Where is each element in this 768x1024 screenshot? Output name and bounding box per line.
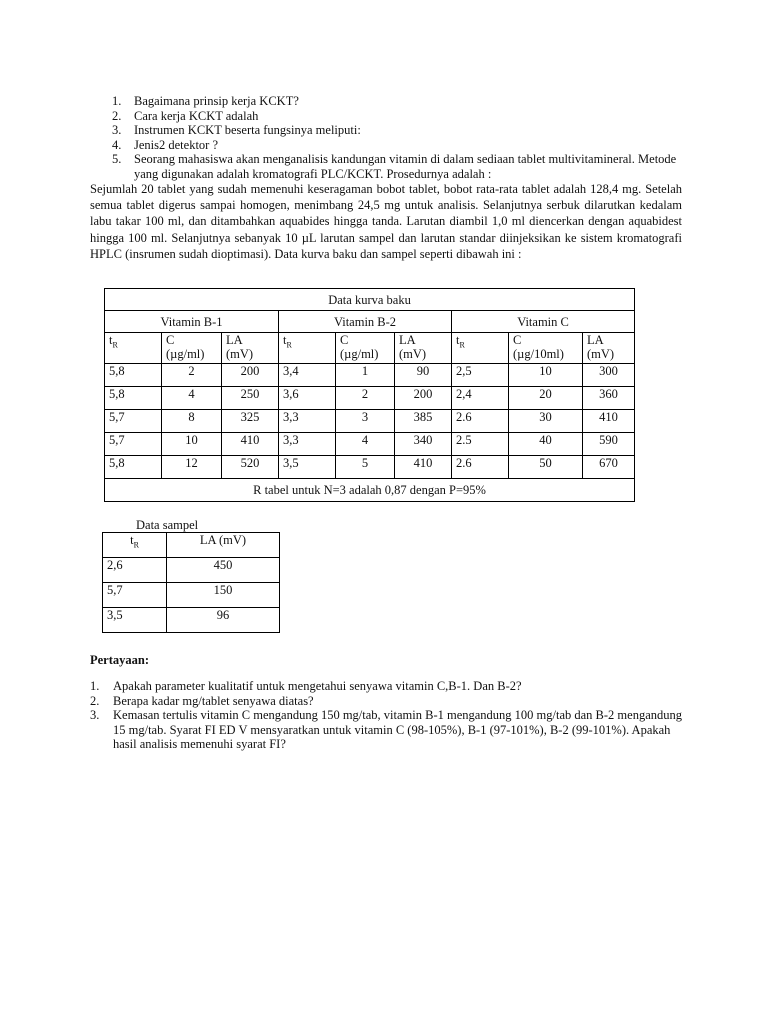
table-cell: 2,4 bbox=[452, 387, 509, 410]
kurva-baku-body bbox=[105, 364, 635, 479]
item-number: 1. bbox=[90, 679, 100, 693]
sampel-title: Data sampel bbox=[136, 518, 199, 532]
group-vitamin-b1: Vitamin B-1 bbox=[105, 311, 279, 333]
table-cell: 2.6 bbox=[452, 410, 509, 433]
table-cell: 200 bbox=[222, 364, 279, 387]
note-row bbox=[105, 479, 635, 502]
header-tr-b2: $t_R$ bbox=[279, 333, 336, 364]
pertanyaan-list bbox=[90, 679, 682, 752]
sampel-body bbox=[103, 558, 280, 633]
table-cell: 5,8 bbox=[105, 456, 162, 479]
header-c-b1: C (µg/ml) bbox=[162, 333, 222, 364]
table-cell: 3,5 bbox=[279, 456, 336, 479]
table-cell: 1 bbox=[336, 364, 395, 387]
item-text: Bagaimana prinsip kerja KCKT? bbox=[134, 94, 299, 108]
kurva-baku-table bbox=[104, 288, 635, 502]
group-vitamin-c: Vitamin C bbox=[452, 311, 635, 333]
item-text: Cara kerja KCKT adalah bbox=[134, 108, 259, 123]
intro-question-item bbox=[112, 109, 682, 124]
table-cell: 3,4 bbox=[279, 364, 336, 387]
table-title-row bbox=[105, 289, 635, 311]
header-c-c: C (µg/10ml) bbox=[509, 333, 583, 364]
header-la-c: LA (mV) bbox=[583, 333, 635, 364]
intro-question-item bbox=[112, 94, 682, 109]
table-cell: 20 bbox=[509, 387, 583, 410]
table-cell: 90 bbox=[395, 364, 452, 387]
table-cell: 12 bbox=[162, 456, 222, 479]
intro-question-item bbox=[112, 138, 682, 153]
pertanyaan-heading: Pertayaan: bbox=[90, 653, 150, 667]
column-header-row bbox=[105, 333, 635, 364]
table-cell: 450 bbox=[167, 558, 280, 583]
intro-question-item bbox=[112, 152, 682, 181]
table-row bbox=[105, 433, 635, 456]
table-cell: 3,6 bbox=[279, 387, 336, 410]
header-tr-b1: $t_R$ bbox=[105, 333, 162, 364]
table-cell: 5,8 bbox=[105, 387, 162, 410]
item-number: 2. bbox=[112, 108, 122, 123]
item-number: 2. bbox=[90, 693, 100, 708]
sampel-header-la: LA (mV) bbox=[167, 533, 280, 558]
table-cell: 10 bbox=[509, 364, 583, 387]
group-header-row bbox=[105, 311, 635, 333]
table-cell: 50 bbox=[509, 456, 583, 479]
table-cell: 3,3 bbox=[279, 410, 336, 433]
table-cell: 670 bbox=[583, 456, 635, 479]
table-cell: 2,5 bbox=[452, 364, 509, 387]
header-la-b1: LA (mV) bbox=[222, 333, 279, 364]
table-cell: 2 bbox=[336, 387, 395, 410]
table-cell: 590 bbox=[583, 433, 635, 456]
table-cell: 3,5 bbox=[103, 608, 167, 633]
intro-question-item bbox=[112, 123, 682, 138]
intro-question-list bbox=[112, 94, 682, 181]
item-number: 3. bbox=[112, 123, 122, 137]
pertanyaan-item bbox=[90, 679, 682, 694]
table-cell: 4 bbox=[336, 433, 395, 456]
item-text: Instrumen KCKT beserta fungsinya meliputi: bbox=[134, 123, 361, 137]
table-cell: 410 bbox=[395, 456, 452, 479]
item-number: 3. bbox=[90, 708, 100, 722]
table-cell: 40 bbox=[509, 433, 583, 456]
item-text: Jenis2 detektor ? bbox=[134, 137, 219, 152]
sampel-table bbox=[102, 532, 280, 633]
table-cell: 340 bbox=[395, 433, 452, 456]
table-cell: 360 bbox=[583, 387, 635, 410]
sampel-header-row bbox=[103, 533, 280, 558]
table-cell: 410 bbox=[222, 433, 279, 456]
r-table-note: R tabel untuk N=3 adalah 0,87 dengan P=95% bbox=[105, 479, 635, 502]
item-number: 5. bbox=[112, 152, 122, 166]
table-cell: 5 bbox=[336, 456, 395, 479]
table-row bbox=[105, 456, 635, 479]
table-cell: 5,7 bbox=[105, 410, 162, 433]
table-cell: 4 bbox=[162, 387, 222, 410]
table-row bbox=[105, 364, 635, 387]
table-cell: 250 bbox=[222, 387, 279, 410]
header-tr-c: $t_R$ bbox=[452, 333, 509, 364]
table-cell: 3 bbox=[336, 410, 395, 433]
item-text: Berapa kadar mg/tablet senyawa diatas? bbox=[113, 693, 314, 708]
table-cell: 10 bbox=[162, 433, 222, 456]
table-cell: 410 bbox=[583, 410, 635, 433]
item-number: 1. bbox=[112, 94, 122, 108]
item-number: 4. bbox=[112, 137, 122, 152]
table-cell: 385 bbox=[395, 410, 452, 433]
procedure-paragraph: Sejumlah 20 tablet yang sudah memenuhi keseragaman bobot tablet, bobot rata-rata tablet adalah 128,4 mg. Setelah semua tablet digerus sampai homogen, menimbang 24,5 mg untuk analisis. Selanjutnya serbuk dilarutkan kedalam labu takar 100 ml, dan ditambahkan aquabides hingga tanda. Larutan diambil 1,0 ml diencerkan dengan aquabidest hingga 100 ml. Selanjutnya sebanyak 10 µL larutan sampel dan larutan standar diinjeksikan ke sistem kromatografi HPLC (insrumen sudah dioptimasi). Data kurva baku dan sampel seperti dibawah ini : bbox=[90, 182, 682, 261]
table-cell: 5,7 bbox=[105, 433, 162, 456]
table-cell: 30 bbox=[509, 410, 583, 433]
table-cell: 5,7 bbox=[103, 583, 167, 608]
table-cell: 150 bbox=[167, 583, 280, 608]
table-cell: 2,6 bbox=[103, 558, 167, 583]
table-row bbox=[103, 558, 280, 583]
table-cell: 8 bbox=[162, 410, 222, 433]
table-row bbox=[105, 387, 635, 410]
table-cell: 325 bbox=[222, 410, 279, 433]
table-cell: 520 bbox=[222, 456, 279, 479]
item-text: Apakah parameter kualitatif untuk mengetahui senyawa vitamin C,B-1. Dan B-2? bbox=[113, 679, 522, 693]
table-cell: 2.5 bbox=[452, 433, 509, 456]
table-cell: 300 bbox=[583, 364, 635, 387]
group-vitamin-b2: Vitamin B-2 bbox=[279, 311, 452, 333]
table-cell: 5,8 bbox=[105, 364, 162, 387]
header-c-b2: C (µg/ml) bbox=[336, 333, 395, 364]
header-la-b2: LA (mV) bbox=[395, 333, 452, 364]
pertanyaan-item bbox=[90, 708, 682, 752]
table-row bbox=[103, 608, 280, 633]
sampel-header-tr: $t_R$ bbox=[103, 533, 167, 558]
table-title: Data kurva baku bbox=[105, 289, 635, 311]
item-text: Kemasan tertulis vitamin C mengandung 150 mg/tab, vitamin B-1 mengandung 100 mg/tab dan B-2 mengandung 15 mg/tab. Syarat FI ED V mensyaratkan untuk vitamin C (98-105%), B-1 (97-101%), B-2 (99-101%). Apakah hasil analisis memenuhi syarat FI? bbox=[113, 708, 683, 751]
pertanyaan-item bbox=[90, 694, 682, 709]
table-row bbox=[105, 410, 635, 433]
table-cell: 2.6 bbox=[452, 456, 509, 479]
table-cell: 96 bbox=[167, 608, 280, 633]
table-row bbox=[103, 583, 280, 608]
table-cell: 2 bbox=[162, 364, 222, 387]
table-cell: 200 bbox=[395, 387, 452, 410]
item-text: Seorang mahasiswa akan menganalisis kandungan vitamin di dalam sediaan tablet multivitamineral. Metode yang digunakan adalah kromatografi PLC/KCKT. Prosedurnya adalah : bbox=[134, 152, 677, 181]
table-cell: 3,3 bbox=[279, 433, 336, 456]
